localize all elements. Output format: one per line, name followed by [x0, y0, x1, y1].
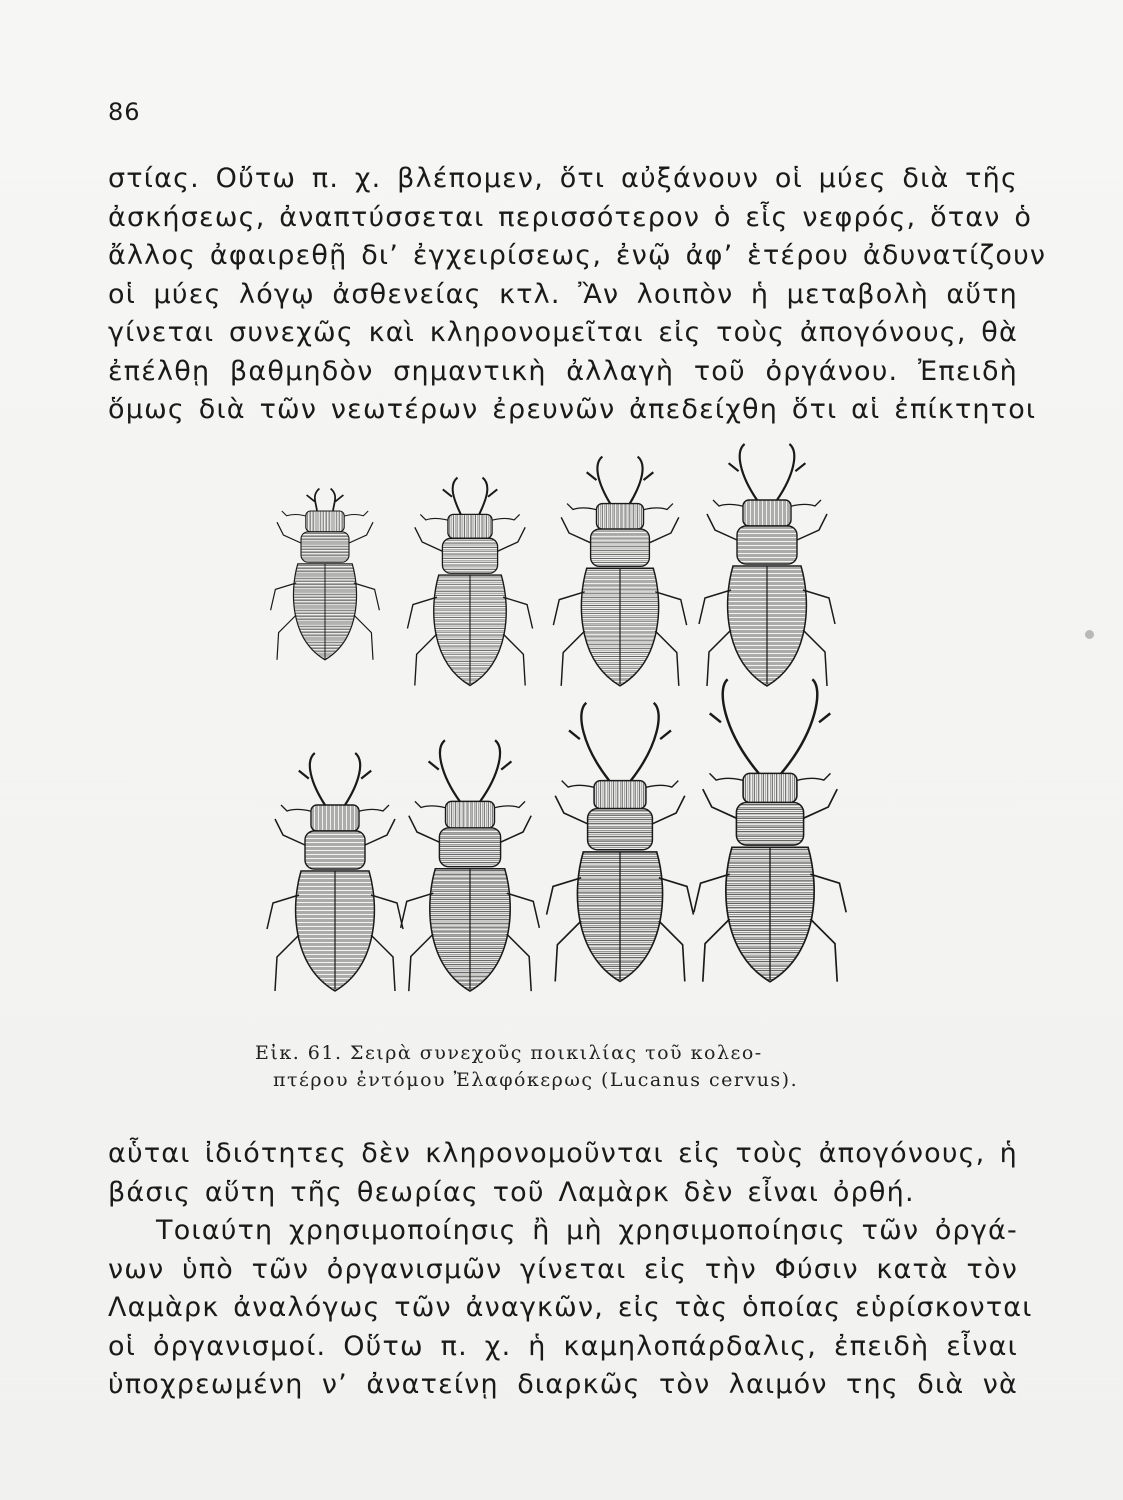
figure-caption: [255, 1040, 855, 1094]
beetle-drawing: [271, 489, 380, 660]
beetle-drawing: [407, 478, 532, 686]
text-line: ἀσκήσεως, ἀναπτύσσεται περισσότερον ὁ εἷς νεφρός, ὅταν ὁ: [108, 201, 1033, 233]
text-line: οἱ μύες λόγῳ ἀσθενείας κτλ. Ἂν λοιπὸν ἡ μεταβολὴ αὕτη: [108, 278, 1018, 310]
text-line: ἄλλος ἀφαιρεθῇ δι’ ἐγχειρίσεως, ἐνῷ ἀφ’ ἑτέρου ἀδυνατίζουν: [108, 240, 1047, 271]
text-line: στίας. Οὔτω π. χ. βλέπομεν, ὅτι αὐξάνουν οἱ μύες διὰ τῆς: [108, 163, 1018, 194]
page-number: 86: [108, 98, 141, 126]
text-line: οἱ ὀργανισμοί. Οὕτω π. χ. ἡ καμηλοπάρδαλις, ἐπειδὴ εἶναι: [108, 1330, 1018, 1362]
beetle-illustration: [255, 425, 855, 1035]
beetle-drawing: [547, 703, 694, 982]
caption-line: πτέρου ἐντόμου Ἐλαφόκερως (Lucanus cervus).: [273, 1069, 799, 1091]
text-line: ὑποχρεωμένη ν’ ἀνατείνῃ διαρκῶς τὸν λαιμόν της διὰ νὰ: [108, 1369, 1018, 1400]
text-line: βάσις αὕτη τῆς θεωρίας τοῦ Λαμὰρκ δὲν εἶναι ὀρθή.: [108, 1176, 915, 1208]
beetle-drawing: [401, 740, 540, 991]
paragraph-top: [108, 160, 1047, 430]
beetle-drawing: [694, 679, 846, 981]
beetle-drawing: [267, 753, 403, 991]
beetle-drawing: [553, 457, 686, 686]
text-line: Τοιαύτη χρησιμοποίησις ἢ μὴ χρησιμοποίησις τῶν ὀργά-: [156, 1215, 1018, 1246]
paper-speck: [1085, 630, 1094, 639]
text-line: ἐπέλθῃ βαθμηδὸν σημαντικὴ ἀλλαγὴ τοῦ ὀργάνου. Ἐπειδὴ: [108, 355, 1018, 387]
text-line: Λαμὰρκ ἀναλόγως τῶν ἀναγκῶν, εἰς τὰς ὁποίας εὑρίσκονται: [108, 1292, 1033, 1323]
text-line: γίνεται συνεχῶς καὶ κληρονομεῖται εἰς τοὺς ἀπογόνους, θὰ: [108, 317, 1018, 348]
beetle-drawing: [699, 444, 835, 686]
text-line: ὅμως διὰ τῶν νεωτέρων ἐρευνῶν ἀπεδείχθη ὅτι αἱ ἐπίκτητοι: [108, 394, 1037, 425]
text-line: αὗται ἰδιότητες δὲν κληρονομοῦνται εἰς τοὺς ἀπογόνους, ἡ: [108, 1138, 1018, 1169]
figure-beetles: [255, 425, 855, 1035]
caption-line: Εἰκ. 61. Σειρὰ συνεχοῦς ποικιλίας τοῦ κολεο-: [255, 1042, 763, 1064]
text-line: νων ὑπὸ τῶν ὀργανισμῶν γίνεται εἰς τὴν Φύσιν κατὰ τὸν: [108, 1253, 1018, 1285]
paragraph-bottom: [108, 1135, 1033, 1405]
